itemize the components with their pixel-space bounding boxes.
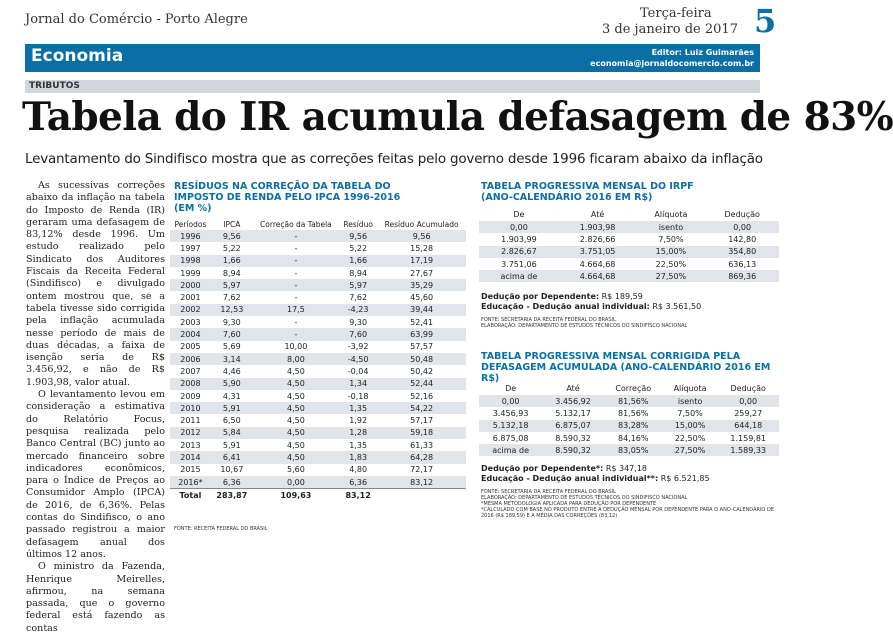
table2-note-dependente <box>481 292 643 301</box>
table-row <box>170 439 466 451</box>
table3-note-educacao <box>481 474 710 483</box>
issue-date: 3 de janeiro de 2017 <box>602 22 738 37</box>
table3-header: Até <box>566 383 580 393</box>
table-row <box>170 365 466 377</box>
table1-header: Resíduo Acumulado <box>384 220 459 229</box>
table-row <box>170 316 466 328</box>
table-row <box>170 390 466 402</box>
table-cell: -3,92 <box>347 342 369 352</box>
table-cell: - <box>253 230 339 242</box>
table-cell: 5.132,17 <box>555 408 591 418</box>
table-cell: 2007 <box>180 366 201 376</box>
table-cell: 83,28% <box>604 420 663 432</box>
table-cell: 3,14 <box>211 353 253 365</box>
note-label: Dedução por Dependente: <box>481 292 600 301</box>
table-cell: 8,94 <box>349 268 368 278</box>
table3-header: Correção <box>615 383 652 393</box>
source-line: FONTE: SECRETARIA DA RECEITA FEDERAL DO BRASIL <box>481 489 616 495</box>
table-cell: 59,18 <box>377 427 466 439</box>
table1-residuos <box>170 206 466 502</box>
table-row <box>170 255 466 267</box>
table-cell: -4,23 <box>339 304 377 316</box>
table2-title: TABELA PROGRESSIVA MENSAL DO IRPF (ANO-CALENDÁRIO 2016 EM R$) <box>481 181 694 203</box>
table-cell: 4,50 <box>287 440 305 450</box>
table-cell: 3.456,93 <box>492 408 529 418</box>
table-cell: 4,50 <box>253 451 339 463</box>
table-row <box>170 464 466 476</box>
table3-header: Dedução <box>730 383 766 393</box>
table-cell: 57,57 <box>410 342 434 352</box>
table-cell: 0,00 <box>479 221 559 233</box>
table-cell: -0,04 <box>347 366 369 376</box>
table-cell: 2000 <box>170 279 211 291</box>
table-cell: 10,00 <box>284 342 308 352</box>
table-cell: 4,46 <box>222 366 241 376</box>
table-cell: 4,50 <box>253 427 339 439</box>
table-cell: 1,66 <box>211 255 253 267</box>
note-value: R$ 189,59 <box>601 292 643 301</box>
page-number: 5 <box>754 2 777 40</box>
table-cell: 4,50 <box>287 366 305 376</box>
table1-title: RESÍDUOS NA CORREÇÃO DA TABELA DO IMPOSTO DE RENDA PELO IPCA 1996-2016 (EM %) <box>174 181 401 214</box>
table-cell: 1,28 <box>339 427 377 439</box>
table-cell: 5,60 <box>287 465 305 475</box>
table-cell: 4.664,68 <box>579 259 616 269</box>
note-value: R$ 347,18 <box>605 464 647 473</box>
note-value: R$ 6.521,85 <box>660 474 710 483</box>
table-cell: - <box>294 293 298 303</box>
table-row <box>479 221 779 233</box>
table-cell: 2005 <box>180 342 201 352</box>
table-cell: 636,13 <box>728 259 757 269</box>
table-cell: 2010 <box>170 402 211 414</box>
table-cell: 52,16 <box>410 391 434 401</box>
table2-header-row <box>479 207 779 221</box>
table-cell: 54,22 <box>377 402 466 414</box>
table-cell: 0,00 <box>253 476 339 489</box>
table-row <box>170 291 466 303</box>
table-cell: 35,29 <box>377 279 466 291</box>
weekday: Terça-feira <box>640 6 712 21</box>
table-cell: 61,33 <box>410 440 434 450</box>
table1-header: Períodos <box>174 220 207 229</box>
table-row <box>170 451 466 463</box>
table-cell: acima de <box>479 270 559 282</box>
note-label: Educação - Dedução anual individual**: <box>481 474 659 483</box>
table-cell: - <box>294 268 298 278</box>
note-label: Educação - Dedução anual individual: <box>481 302 650 311</box>
table-cell: 72,17 <box>410 465 434 475</box>
table-cell: 354,80 <box>705 246 779 258</box>
table-cell: 1.589,33 <box>717 444 779 456</box>
table-row <box>479 270 779 282</box>
table-cell: 2003 <box>180 317 201 327</box>
table-cell: 7,60 <box>339 328 377 340</box>
table-row <box>170 304 466 316</box>
table-cell: 4,80 <box>349 465 368 475</box>
table-cell: -0,18 <box>347 391 369 401</box>
table-cell: 10,67 <box>220 465 244 475</box>
note-value: R$ 3.561,50 <box>652 302 702 311</box>
table-total-row <box>170 489 466 502</box>
section-name: Economia <box>31 46 124 66</box>
table-cell: 52,44 <box>377 378 466 390</box>
table-cell: 1,35 <box>339 402 377 414</box>
table-row <box>479 407 779 419</box>
table-cell: 5.132,18 <box>479 420 542 432</box>
source-line: ELABORAÇÃO: DEPARTAMENTO DE ESTUDOS TÉCNICOS DO SINDIFISCO NACIONAL <box>481 495 688 501</box>
table-cell: 5,97 <box>339 279 377 291</box>
table-total-cell: 283,87 <box>211 489 253 502</box>
table3-header: De <box>505 383 517 393</box>
table-cell: 9,56 <box>377 230 466 242</box>
table-cell: 1998 <box>170 255 211 267</box>
table-row <box>170 267 466 279</box>
table3-title: TABELA PROGRESSIVA MENSAL CORRIGIDA PELA DEFASAGEM ACUMULADA (ANO-CALENDÁRIO 2016 EM R$) <box>481 351 771 384</box>
table-cell: 8.590,32 <box>542 444 604 456</box>
table-cell: 84,16% <box>617 433 649 443</box>
table1-header-row <box>170 206 466 230</box>
section-editor <box>590 47 754 69</box>
table-cell: 2.826,66 <box>579 234 616 244</box>
table-cell: 5,91 <box>222 440 241 450</box>
table-cell: 81,56% <box>604 395 663 407</box>
table-cell: 2002 <box>170 304 211 316</box>
table2-header: Até <box>590 209 605 219</box>
table-cell: 644,18 <box>717 420 779 432</box>
table-cell: 0,00 <box>479 395 542 407</box>
table-cell: - <box>294 243 298 253</box>
table-cell: 5,22 <box>349 243 368 253</box>
table-total-cell: Total <box>170 489 211 502</box>
table-cell: 15,28 <box>410 243 434 253</box>
table-cell: 2004 <box>170 328 211 340</box>
subheadline: Levantamento do Sindifisco mostra que as correções feitas pelo governo desde 1996 ficaram abaixo da inflação <box>25 151 763 167</box>
table-cell: 39,44 <box>377 304 466 316</box>
table-cell: 259,27 <box>734 408 763 418</box>
body-paragraph: As sucessivas correções abaixo da inflação na tabela do Imposto de Renda (IR) geraram uma defasagem de 83,12% desde 1996. Um estudo realizado pelo Sindicato dos Auditores Fiscais da Receita Federal (Sindifisco) e divulgado ontem mostrou que, se a tabela tivesse sido corrigida pela inflação acumulada nesse período de mais de duas décadas, a faixa de isenção seria de R$ 3.456,92, e não de R$ 1.903,98, valor atual. <box>26 180 165 388</box>
table-cell: 22,50% <box>655 259 687 269</box>
section-bar <box>25 44 760 72</box>
table3-source <box>481 489 781 519</box>
table-cell: 50,42 <box>410 366 434 376</box>
table-row <box>170 353 466 365</box>
table-total-cell: 109,63 <box>253 489 339 502</box>
source-line: *CALCULADO COM BASE NO PRODUTO ENTRE A DEDUÇÃO MENSAL POR DEPENDENTE PARA O ANO-CALENDÁRIO DE 2016 (R$ 189,59) E A MÉDIA DAS CORREÇÕES (83,12) <box>481 507 774 519</box>
table-cell: 0,00 <box>717 395 779 407</box>
editor-name: Editor: Luiz Guimarães <box>651 48 754 57</box>
table-cell: 1,35 <box>349 440 368 450</box>
table-cell: 1,92 <box>349 416 368 426</box>
table-row <box>170 230 466 242</box>
table-cell: 1.903,99 <box>501 234 537 244</box>
table-cell: 1.903,98 <box>559 221 637 233</box>
table-cell: 15,00% <box>663 420 718 432</box>
table-cell: 7,60 <box>211 328 253 340</box>
headline: Tabela do IR acumula defasagem de 83% <box>22 94 893 140</box>
table2-header: Alíquota <box>654 209 688 219</box>
topic-tag-bar <box>25 80 760 93</box>
table1-header: IPCA <box>223 220 241 229</box>
topic-tag: TRIBUTOS <box>29 81 80 91</box>
table-cell: 4,31 <box>222 391 241 401</box>
table-cell: 6,36 <box>339 476 377 489</box>
table3-corrigida <box>479 381 779 456</box>
table-cell: 9,30 <box>222 317 241 327</box>
table-cell: 5,90 <box>211 378 253 390</box>
table-cell: 57,17 <box>410 416 434 426</box>
table-cell: 7,62 <box>222 293 241 303</box>
table-cell: 7,50% <box>677 408 703 418</box>
table-cell: 27,50% <box>663 444 718 456</box>
table-cell: acima de <box>479 444 542 456</box>
table-cell: 6.875,07 <box>542 420 604 432</box>
table-row <box>479 432 779 444</box>
table-row <box>479 258 779 270</box>
table-cell: 6,41 <box>211 451 253 463</box>
table-cell: 0,00 <box>705 221 779 233</box>
table2-source <box>481 317 687 329</box>
table-cell: 2016* <box>170 476 211 489</box>
table-cell: 8,94 <box>222 268 241 278</box>
table-cell: 4,50 <box>287 416 305 426</box>
table-cell: 7,50% <box>658 234 684 244</box>
table3-header: Alíquota <box>673 383 707 393</box>
source-line: *MESMA METODOLOGIA APLICADA PARA DEDUÇÃO POR DEPENDENTE <box>481 501 657 507</box>
table-row <box>170 328 466 340</box>
table-cell: 4,50 <box>253 378 339 390</box>
table-cell: 17,5 <box>253 304 339 316</box>
table-row <box>479 395 779 407</box>
article-body <box>26 180 165 635</box>
table-cell: 9,56 <box>339 230 377 242</box>
table-row <box>479 246 779 258</box>
table-row <box>170 341 466 353</box>
table-cell: 2009 <box>180 391 201 401</box>
table-row <box>479 420 779 432</box>
source-line: FONTE: SECRETARIA DA RECEITA FEDERAL DO BRASIL <box>481 317 616 323</box>
table1-source: FONTE: RECEITA FEDERAL DO BRASIL <box>174 526 268 532</box>
table-cell: 27,50% <box>636 270 705 282</box>
table-total-cell: 83,12 <box>339 489 377 502</box>
table-cell: 4,50 <box>287 391 305 401</box>
table-cell: 6.875,08 <box>492 433 529 443</box>
table-cell: 6,50 <box>222 416 241 426</box>
table-cell: isento <box>663 395 718 407</box>
publication-name: Jornal do Comércio - Porto Alegre <box>25 12 248 27</box>
table-cell: - <box>253 279 339 291</box>
table-cell: 2012 <box>170 427 211 439</box>
table-row <box>170 378 466 390</box>
table-cell: 1,83 <box>339 451 377 463</box>
table-cell: 15,00% <box>636 246 705 258</box>
table-row <box>479 233 779 245</box>
table-row <box>170 476 466 489</box>
table-cell: 2.826,67 <box>479 246 559 258</box>
table-cell: 2013 <box>180 440 201 450</box>
table-cell: 9,56 <box>211 230 253 242</box>
table-row <box>170 427 466 439</box>
table-cell: 22,50% <box>674 433 706 443</box>
table-cell: 2006 <box>170 353 211 365</box>
table-cell: -4,50 <box>339 353 377 365</box>
table-cell: 3.751,05 <box>559 246 637 258</box>
table-cell: 2001 <box>180 293 201 303</box>
table-cell: - <box>253 255 339 267</box>
table-row <box>170 414 466 426</box>
table-cell: 63,99 <box>377 328 466 340</box>
table1-header: Correção da Tabela <box>260 220 332 229</box>
table-cell: 1.159,81 <box>730 433 767 443</box>
table-cell: 2011 <box>180 416 201 426</box>
table-cell: 83,12 <box>377 476 466 489</box>
table-cell: 1997 <box>180 243 201 253</box>
table-cell: 50,48 <box>377 353 466 365</box>
table-cell: 4.664,68 <box>559 270 637 282</box>
table-cell: 5,97 <box>211 279 253 291</box>
table-cell: 5,84 <box>211 427 253 439</box>
source-line: ELABORAÇÃO: DEPARTAMENTO DE ESTUDOS TÉCNICOS DO SINDIFISCO NACIONAL <box>481 323 688 329</box>
table-cell: 8,00 <box>253 353 339 365</box>
table1-header: Resíduo <box>343 220 373 229</box>
table-cell: 142,80 <box>728 234 757 244</box>
table-cell: 2014 <box>170 451 211 463</box>
table-cell: 83,05% <box>604 444 663 456</box>
table3-note-dependente <box>481 464 647 473</box>
table-cell: 81,56% <box>617 408 649 418</box>
table-cell: 27,67 <box>410 268 434 278</box>
table-cell: 5,22 <box>222 243 241 253</box>
table-cell: 17,19 <box>377 255 466 267</box>
table-row <box>170 279 466 291</box>
table-cell: 12,53 <box>211 304 253 316</box>
table-cell: 2008 <box>170 378 211 390</box>
table-cell: 5,69 <box>222 342 241 352</box>
table-cell: 3.456,92 <box>542 395 604 407</box>
table-cell: - <box>253 328 339 340</box>
table-cell: 1996 <box>170 230 211 242</box>
table3-header-row <box>479 381 779 395</box>
editor-email: economia@jornaldocomercio.com.br <box>590 59 754 68</box>
table-cell: 1,66 <box>339 255 377 267</box>
table-cell: 45,60 <box>410 293 434 303</box>
note-label: Dedução por Dependente*: <box>481 464 604 473</box>
table-cell: 1999 <box>180 268 201 278</box>
table-cell: 1,34 <box>339 378 377 390</box>
table-cell: 9,30 <box>349 317 368 327</box>
table-cell: 2015 <box>180 465 201 475</box>
table2-header: De <box>513 209 525 219</box>
table2-header: Dedução <box>724 209 760 219</box>
table-row <box>170 402 466 414</box>
table-cell: 6,36 <box>211 476 253 489</box>
table-cell: - <box>294 317 298 327</box>
body-paragraph: O levantamento levou em consideração a estimativa do Relatório Focus, pesquisa realizada pelo Banco Central (BC) junto ao mercado financeiro sobre indicadores econômicos, para o Índice de Preços ao Consumidor Amplo (IPCA) de 2016, de 6,36%. Pelas contas do Sindifisco, o ano passado registrou a maior defasagem anual dos últimos 12 anos. <box>26 389 165 560</box>
table-total-cell <box>377 489 466 502</box>
table-row <box>170 242 466 254</box>
body-paragraph: O ministro da Fazenda, Henrique Meirelles, afirmou, na semana passada, que o governo federal está fazendo as contas <box>26 561 165 634</box>
table-row <box>479 444 779 456</box>
table-cell: 5,91 <box>211 402 253 414</box>
table-cell: isento <box>636 221 705 233</box>
table-cell: 3.751,06 <box>501 259 537 269</box>
table-cell: 869,36 <box>705 270 779 282</box>
table-cell: 7,62 <box>349 293 368 303</box>
table-cell: 64,28 <box>377 451 466 463</box>
table-cell: 4,50 <box>253 402 339 414</box>
table-cell: 8.590,32 <box>555 433 591 443</box>
table2-note-educacao <box>481 302 701 311</box>
table2-irpf <box>479 207 779 282</box>
table-cell: 52,41 <box>410 317 434 327</box>
